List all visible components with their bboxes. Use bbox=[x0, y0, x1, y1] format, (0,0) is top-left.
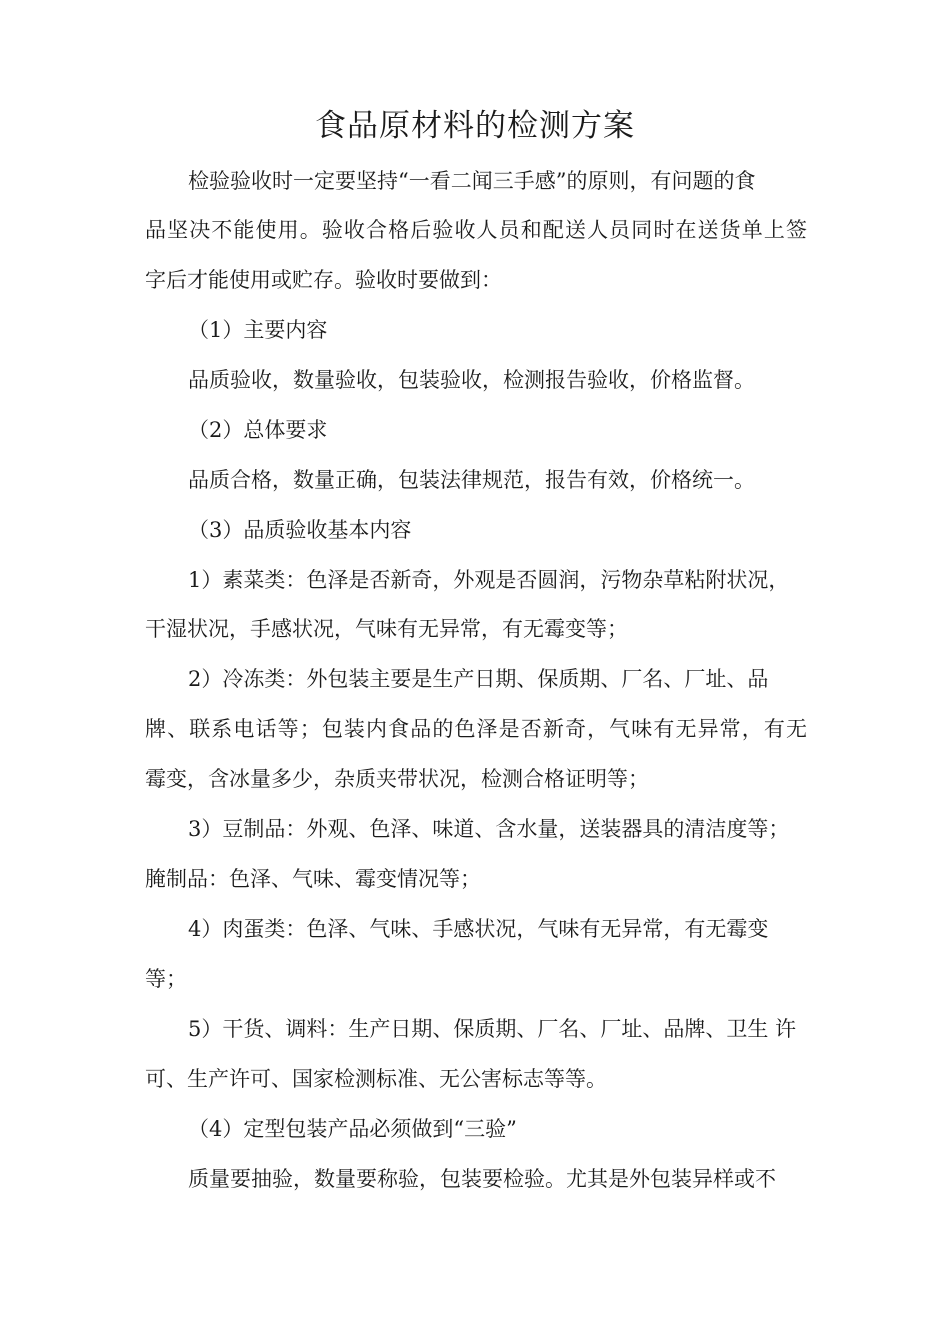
body-line: 5）干货、调料：生产日期、保质期、厂名、厂址、品牌、卫生 许 bbox=[188, 1017, 797, 1041]
body-line: 1）素菜类：色泽是否新奇，外观是否圆润，污物杂草粘附状况， bbox=[188, 568, 790, 592]
section-heading: （3）品质验收基本内容 bbox=[188, 518, 412, 542]
body-line: 品质验收，数量验收，包装验收，检测报告验收，价格监督。 bbox=[188, 368, 755, 392]
body-line: 腌制品：色泽、气味、霉变情况等； bbox=[145, 867, 481, 891]
body-line: 品质合格，数量正确，包装法律规范，报告有效，价格统一。 bbox=[188, 468, 755, 492]
body-line: 品坚决不能使用。验收合格后验收人员和配送人员同时在送货单上签 bbox=[145, 218, 807, 242]
body-line: 3）豆制品：外观、色泽、味道、含水量，送装器具的清洁度等； bbox=[188, 817, 790, 841]
document-title: 食品原材料的检测方案 bbox=[315, 108, 635, 144]
body-line: 质量要抽验，数量要称验，包装要检验。尤其是外包装异样或不 bbox=[188, 1167, 776, 1191]
body-line: 牌、联系电话等；包装内食品的色泽是否新奇，气味有无异常，有无 bbox=[145, 717, 807, 741]
section-heading: （4）定型包装产品必须做到“三验” bbox=[188, 1117, 517, 1141]
body-line: 干湿状况，手感状况，气味有无异常，有无霉变等； bbox=[145, 617, 628, 641]
body-line: 等； bbox=[145, 967, 187, 991]
body-line: 2）冷冻类：外包装主要是生产日期、保质期、厂名、厂址、品 bbox=[188, 667, 769, 691]
body-line: 4）肉蛋类：色泽、气味、手感状况，气味有无异常，有无霉变 bbox=[188, 917, 769, 941]
body-line: 霉变，含冰量多少，杂质夹带状况，检测合格证明等； bbox=[145, 767, 649, 791]
body-line: 字后才能使用或贮存。验收时要做到： bbox=[145, 268, 502, 292]
section-heading: （1）主要内容 bbox=[188, 318, 328, 342]
section-heading: （2）总体要求 bbox=[188, 418, 328, 442]
body-line: 检验验收时一定要坚持“一看二闻三手感”的原则，有问题的食 bbox=[188, 169, 756, 193]
body-line: 可、生产许可、国家检测标准、无公害标志等等。 bbox=[145, 1067, 607, 1091]
